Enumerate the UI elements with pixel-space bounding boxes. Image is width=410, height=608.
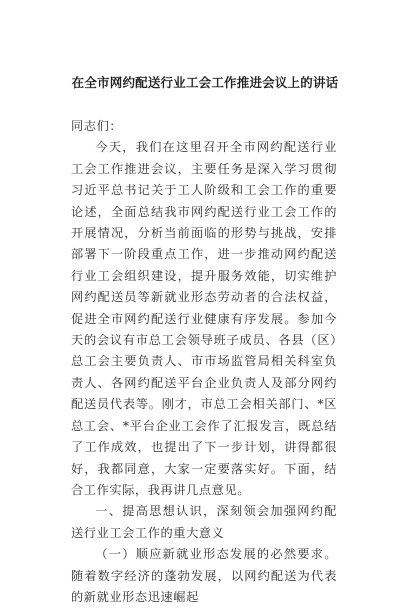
greeting: 同志们： bbox=[71, 119, 123, 133]
subsection-paragraph-1: （一）顺应新就业形态发展的必然要求。随着数字经济的蓬勃发展，以网约配送为代表的新就业形态迅速崛起 bbox=[71, 547, 337, 604]
document-title: 在全市网约配送行业工会工作推进会议上的讲话 bbox=[71, 75, 339, 90]
paragraph-opening: 今天，我们在这里召开全市网约配送行业工会工作推进会议，主要任务是深入学习贯彻习近平总书记关于工人阶级和工会工作的重要论述，全面总结我市网约配送行业工会工作的开展情况，分析当前面临的形势与挑战，安排部署下一阶段重点工作，进一步推动网约配送行业工会组织建设，提升服务效能，切实维护网约配送员等新就业形态劳动者的合法权益，促进全市网约配送行业健康有序发展。参加今天的会议有市总工会领导班子成员、各县（区）总工会主要负责人、市市场监管局相关科室负责人、各网约配送平台企业负责人及部分网约配送员代表等。刚才，市总工会相关部门、*区总工会、*平台企业工会作了汇报发言，既总结了工作成效，也提出了下一步计划，讲得都很好，我都同意，大家一定要落实好。下面，结合工作实际，我再讲几点意见。 bbox=[71, 140, 337, 497]
document-body bbox=[71, 116, 337, 608]
section-heading-1: 一、提高思想认识，深刻领会加强网约配送行业工会工作的重大意义 bbox=[71, 504, 337, 540]
